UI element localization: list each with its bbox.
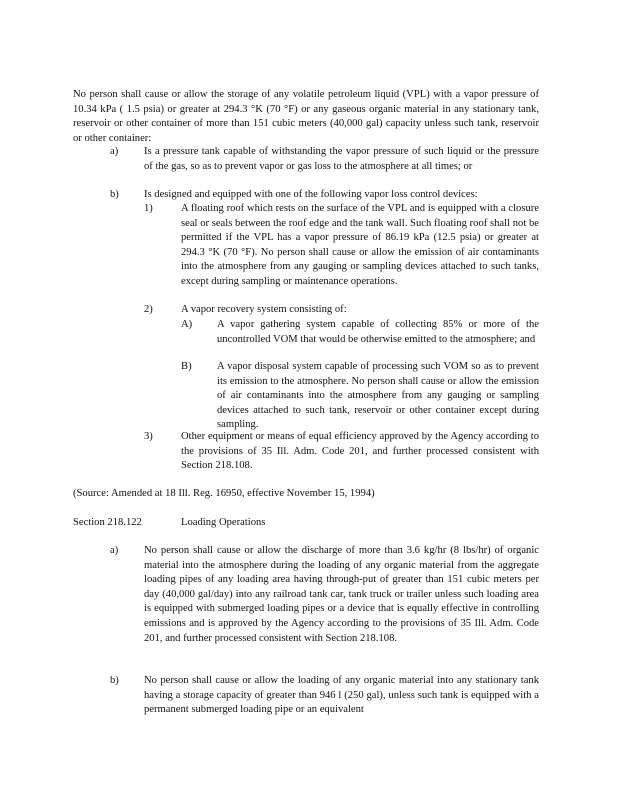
subitem-2b-text: A vapor disposal system capable of processing such VOM so as to prevent its emission to the atmosphere. No person shall cause or allow the emission of air contaminants into the atmosphere from any gauging or sampling devices attached to such tank, reservoir or other container except during sampling. [217,361,539,431]
item-b-text: Is designed and equipped with one of the following vapor loss control devices: [144,189,478,200]
subitem-2a-text: A vapor gathering system capable of collecting 85% or more of the uncontrolled VOM that would be otherwise emitted to the atmosphere; and [217,319,539,345]
section-item-a-text: No person shall cause or allow the discharge of more than 3.6 kg/hr (8 lbs/hr) of organic material into the atmosphere during the loading of any organic material from the aggregate loading pipes of any loading area having through-put of greater than 151 cubic meters per day (40,000 gal/day) into any railroad tank car, tank truck or trailer unless such loading area is equipped with submerged loading pipes or a device that is equally effective in controlling emissions and is approved by the Agency according to the provisions of 35 Ill. Adm. Code 201, and further processed consistent with Section 218.108. [144,545,539,644]
section-item-b-label: b) [110,675,119,686]
source-note: (Source: Amended at 18 Ill. Reg. 16950, effective November 15, 1994) [73,488,375,499]
section-item-b-text: No person shall cause or allow the loading of any organic material into any stationary tank having a storage capacity of greater than 946 l (250 gal), unless such tank is equipped with a permanent submerged loading pipe or an equivalent [144,675,539,716]
intro-paragraph: No person shall cause or allow the storage of any volatile petroleum liquid (VPL) with a vapor pressure of 10.34 kPa ( 1.5 psia) or greater at 294.3 °K (70 °F) or any gaseous organic material in any stationary tank, reservoir or other container of more than 151 cubic meters (40,000 gal) capacity unless such tank, reservoir or other container: [73,89,539,144]
section-title: Loading Operations [181,517,266,528]
subitem-2a-label: A) [181,319,193,330]
section-number: Section 218.122 [73,517,142,528]
subitem-3-text: Other equipment or means of equal efficiency approved by the Agency according to the provisions of 35 Ill. Adm. Code 201, and further processed consistent with Section 218.108. [181,431,539,472]
subitem-3-label: 3) [144,431,153,442]
item-b-label: b) [110,189,119,200]
section-item-a-label: a) [110,545,119,556]
subitem-1-text: A floating roof which rests on the surface of the VPL and is equipped with a closure seal or seals between the roof edge and the tank wall. Such floating roof shall not be permitted if the VPL has a vapor pressure of 86.19 kPa (12.5 psia) or greater at 294.3 °K (70 °F). No person shall cause or allow the emission of air contaminants into the atmosphere from any gauging or sampling devices attached to such tanks, except during sampling or maintenance operations. [181,203,539,287]
subitem-2-label: 2) [144,304,153,315]
subitem-2b-label: B) [181,361,192,372]
subitem-1-label: 1) [144,203,153,214]
item-a-text: Is a pressure tank capable of withstanding the vapor pressure of such liquid or the pressure of the gas, so as to prevent vapor or gas loss to the atmosphere at all times; or [144,146,539,172]
subitem-2-text: A vapor recovery system consisting of: [181,304,347,315]
item-a-label: a) [110,146,119,157]
